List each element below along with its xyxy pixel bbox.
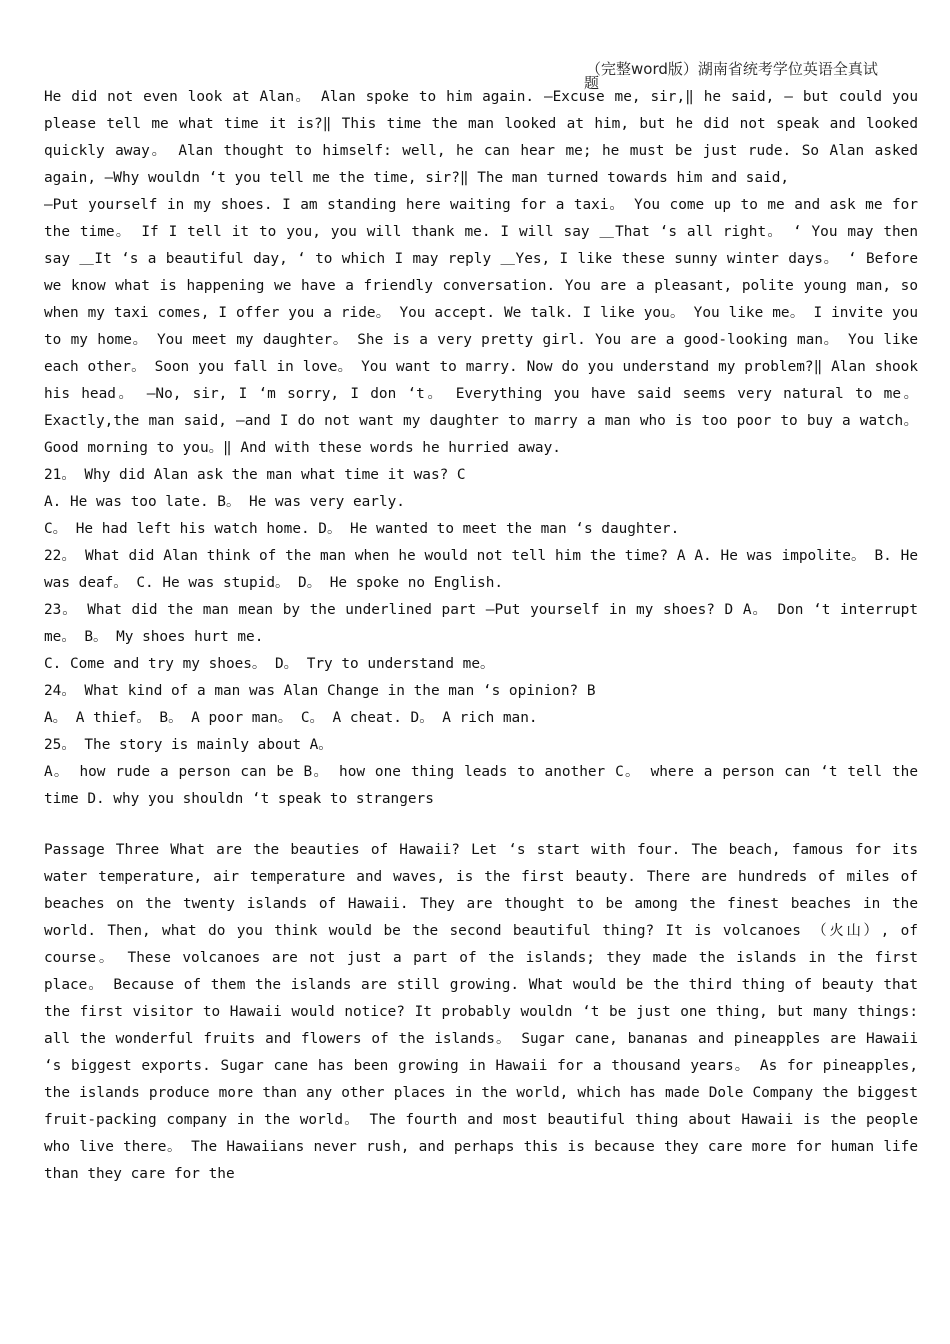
question-21-options-cd: C。 He had left his watch home. D。 He wanted to meet the man ‘s daughter. [44, 521, 680, 537]
story-paragraph-2: ―Put yourself in my shoes. I am standing here waiting for a taxi。 You come up to me and ask me for the time。 If I tell it to you, you will thank me. I will say ＿That ‘s all right。 ‘ You may then say ＿It ‘s a beautiful day, ‘ to which I may reply ＿Yes, I like these sunny winter days。 ‘ Before we know what is happening we have a friendly conversation. You are a pleasant, polite young man, so when my taxi comes, I offer you a ride。 You accept. We talk. I like you。 You like me。 I invite you to my home。 You meet my daughter。 She is a very pretty girl. You are a good-looking man。 You like each other。 Soon you fall in love。 You want to marry. Now do you understand my problem?‖ Alan shook his head。 ―No, sir, I ‘m sorry, I don ‘t。 Everything you have said seems very natural to me。Exactly,the man said, ―and I do not want my daughter to marry a man who is too poor to buy a watch。 Good morning to you。‖ And with these words he hurried away. [44, 197, 918, 456]
header-title-line-1: （完整word版）湖南省统考学位英语全真试 [586, 60, 878, 78]
question-22: 22。 What did Alan think of the man when he would not tell him the time? A A. He was impolite。 B. He was deaf。 C. He was stupid。 D。 He spoke no English. [44, 548, 918, 591]
story-paragraph-1: He did not even look at Alan。 Alan spoke to him again. ―Excuse me, sir,‖ he said, ― but could you please tell me what time it is?‖ This time the man looked at him, but he did not speak and looked quickly away。 Alan thought to himself: well, he can hear me; he must be just rude. So Alan asked again, ―Why wouldn ‘t you tell me the time, sir?‖ The man turned towards him and said, [44, 89, 918, 186]
question-23: 23。 What did the man mean by the underlined part ―Put yourself in my shoes? D A。 Don ‘t interrupt me。 B。 My shoes hurt me. [44, 602, 918, 645]
header-title-line-2: 题 [584, 74, 600, 92]
question-24-options: A。 A thief。 B。 A poor man。 C。 A cheat. D。 A rich man. [44, 710, 538, 726]
question-25: 25。 The story is mainly about A。 [44, 737, 333, 753]
question-25-options: A。 how rude a person can be B。 how one thing leads to another C。 where a person can ‘t tell the time D. why you shouldn ‘t speak to strangers [44, 764, 918, 807]
document-body [44, 84, 918, 1188]
passage-three-paragraph: Passage Three What are the beauties of Hawaii? Let ‘s start with four. The beach, famous for its water temperature, air temperature and waves, is the first beauty. There are hundreds of miles of beaches on the twenty islands of Hawaii. They are thought to be among the finest beaches in the world. Then, what do you think would be the second beautiful thing? It is volcanoes （火山）, of course。 These volcanoes are not just a part of the islands; they made the islands in the first place。 Because of them the islands are still growing. What would be the third thing of beauty that the first visitor to Hawaii would notice? It probably wouldn ‘t be just one thing, but many things: all the wonderful fruits and flowers of the islands。 Sugar cane, bananas and pineapples are Hawaii ‘s biggest exports. Sugar cane has been growing in Hawaii for a thousand years。 As for pineapples, the islands produce more than any other places in the world, which has made Dole Company the biggest fruit-packing company in the world。 The fourth and most beautiful thing about Hawaii is the people who live there。 The Hawaiians never rush, and perhaps this is because they care more for human life than they care for the [44, 842, 918, 1182]
question-21-options-ab: A. He was too late. B。 He was very early. [44, 494, 405, 510]
question-24: 24。 What kind of a man was Alan Change in the man ‘s opinion? B [44, 683, 596, 699]
question-21: 21。 Why did Alan ask the man what time it was? C [44, 467, 466, 483]
question-23-options-cd: C. Come and try my shoes。 D。 Try to understand me。 [44, 656, 495, 672]
